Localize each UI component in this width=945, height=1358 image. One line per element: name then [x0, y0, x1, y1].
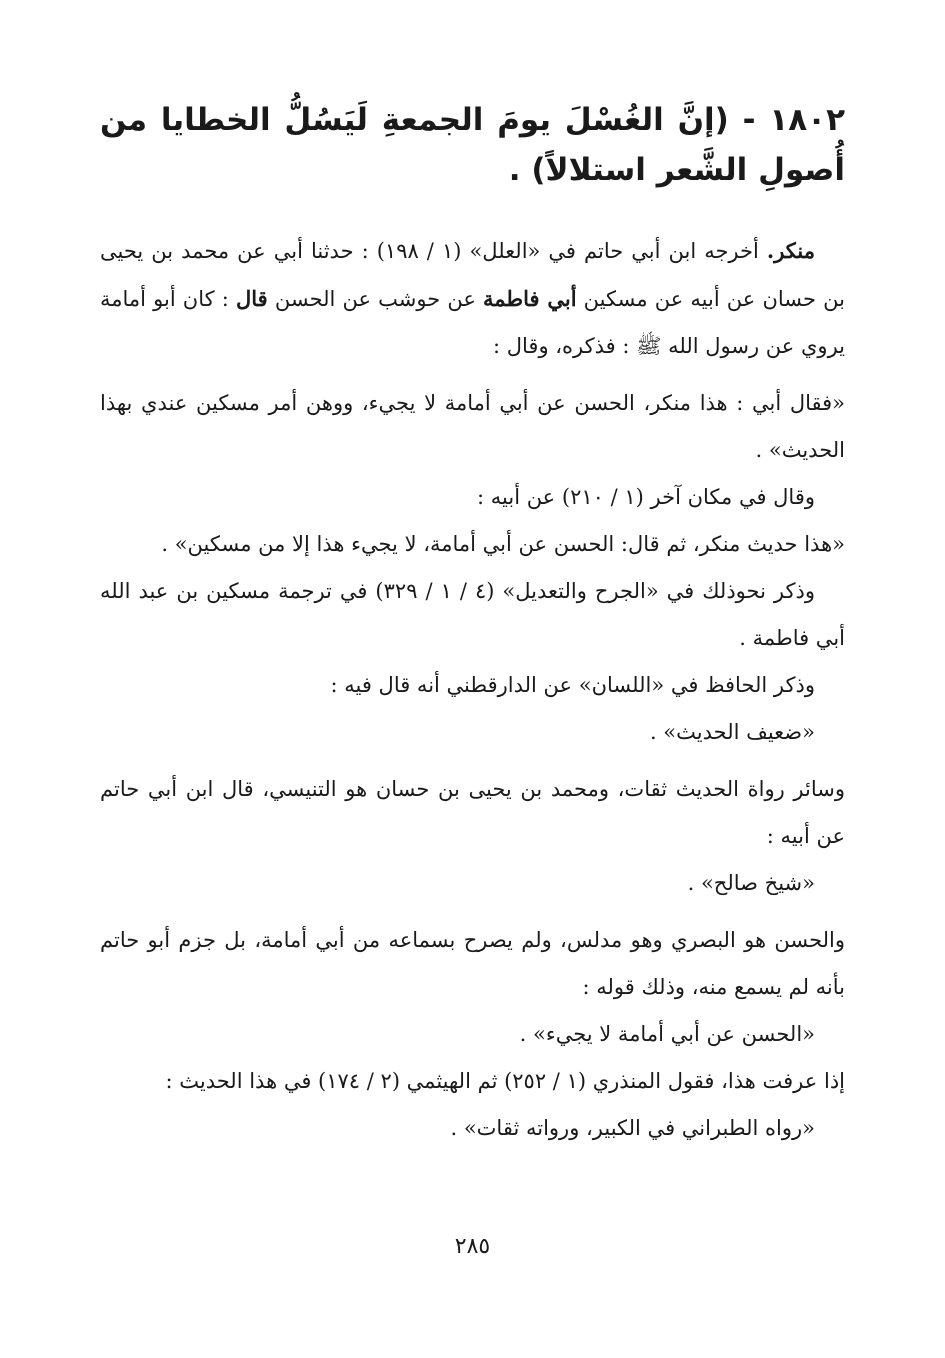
- paragraph-another-place: وقال في مكان آخر (١ / ٢١٠) عن أبيه :: [477, 485, 815, 509]
- takhrij-text-b: عن حوشب عن الحسن: [267, 287, 484, 311]
- quote-munkar: «هذا حديث منكر، ثم قال: الحسن عن أبي أمامة، لا يجيء هذا إلا من مسكين» .: [161, 532, 845, 556]
- paragraph-mundhiri: إذا عرفت هذا، فقول المنذري (١ / ٢٥٢) ثم الهيثمي (٢ / ١٧٤) في هذا الحديث :: [165, 1069, 845, 1093]
- paragraph-narrators: وسائر رواة الحديث ثقات، ومحمد بن يحيى بن حسان هو التنيسي، قال ابن أبي حاتم عن أبيه :: [100, 777, 845, 848]
- quote-hasan: «الحسن عن أبي أمامة لا يجيء» .: [519, 1022, 815, 1046]
- quote-daif: «ضعيف الحديث» .: [649, 720, 815, 744]
- quote-tabarani: «رواه الطبراني في الكبير، ورواته ثقات» .: [450, 1116, 815, 1140]
- takhrij-text-a: أخرجه ابن أبي حاتم في «العلل» (١ / ١٩٨) : حدثنا أبي عن محمد بن يحيى بن حسان عن أبيه عن مسكين: [100, 239, 845, 311]
- paragraph-takhrij: [100, 227, 845, 370]
- paragraph-lisan: وذكر الحافظ في «اللسان» عن الدارقطني أنه قال فيه :: [330, 673, 815, 697]
- page-body: [100, 95, 845, 1152]
- narrator-name: أبي فاطمة: [483, 286, 577, 311]
- paragraph-jarh: وذكر نحوذلك في «الجرح والتعديل» (٤ / ١ / ٣٢٩) في ترجمة مسكين بن عبد الله أبي فاطمة .: [100, 579, 845, 650]
- page-number: ٢٨٥: [454, 1234, 491, 1259]
- quote-abu-hatim: «فقال أبي : هذا منكر، الحسن عن أبي أمامة لا يجيء، ووهن أمر مسكين عندي بهذا الحديث» .: [100, 391, 845, 462]
- said-label: قال: [236, 286, 268, 311]
- quote-shaykh: «شيخ صالح» .: [687, 871, 815, 895]
- paragraph-hasan: والحسن هو البصري وهو مدلس، ولم يصرح بسماعه من أبي أمامة، بل جزم أبو حاتم بأنه لم يسمع منه، وذلك قوله :: [100, 928, 845, 999]
- ruling-label: منكر.: [766, 238, 815, 263]
- hadith-heading: ١٨٠٢ - (إنَّ الغُسْلَ يومَ الجمعةِ لَيَسُلُّ الخطايا من أُصولِ الشَّعر استلالاً) .: [100, 102, 845, 188]
- takhrij-text-c: : كان أبو أمامة يروي عن رسول الله ﷺ : فذكره، وقال :: [100, 287, 845, 358]
